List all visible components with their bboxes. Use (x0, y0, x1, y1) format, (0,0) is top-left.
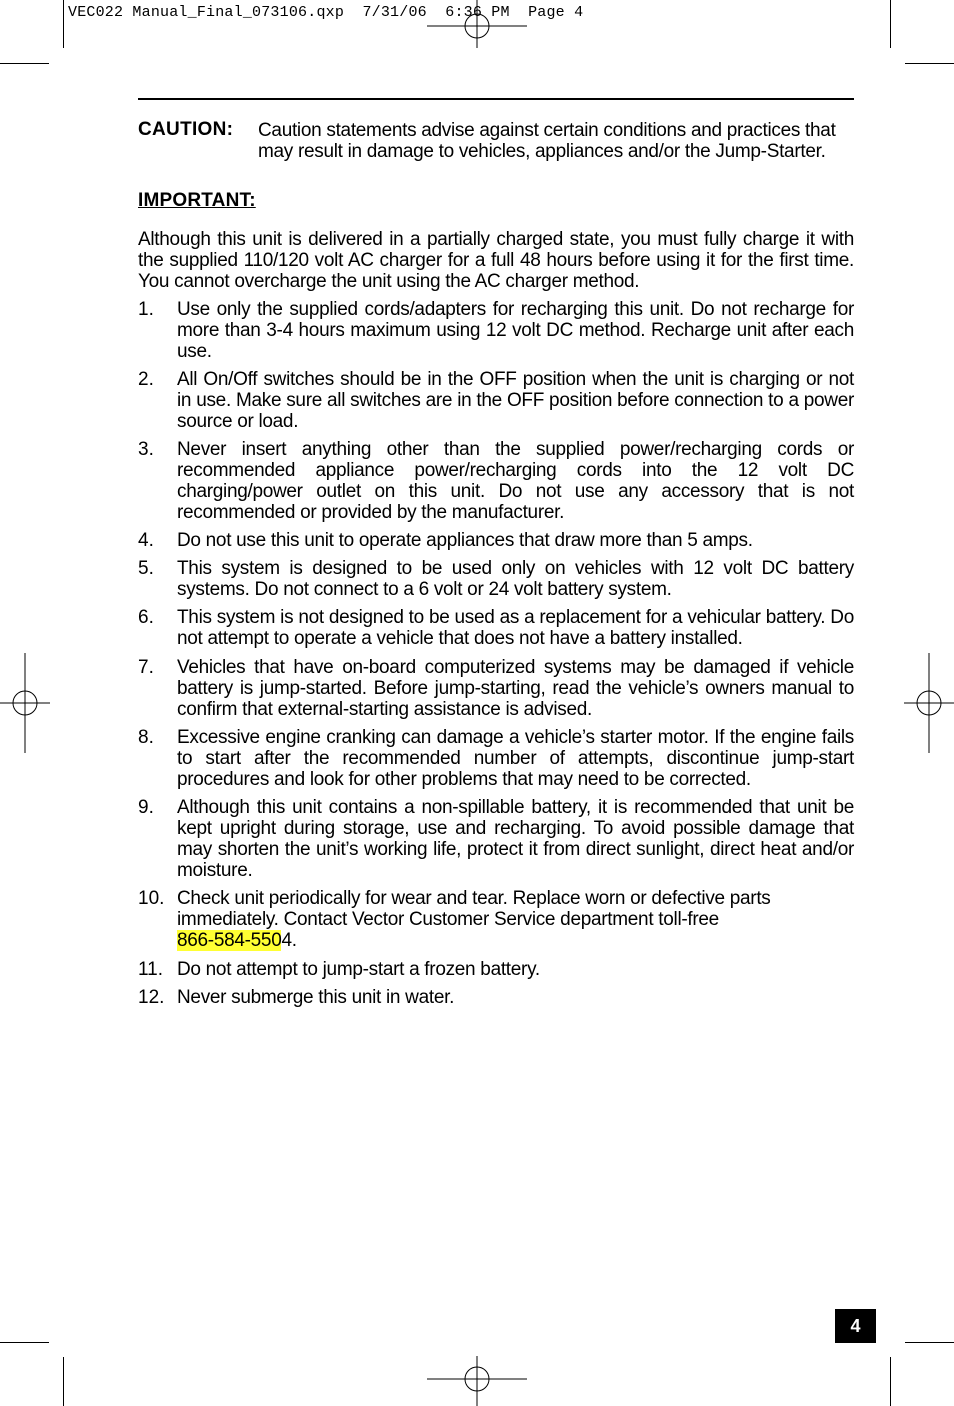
item-number: 1. (138, 299, 154, 320)
item-number: 6. (138, 607, 154, 628)
item-text: Vehicles that have on-board computerized systems may be damaged if vehicle battery is jump-started. Before jump-starting, read the vehicle’s owners manual to confirm that external-starting assistance is advised. (177, 657, 854, 720)
page-number-badge: 4 (835, 1309, 876, 1343)
header-rule (138, 98, 854, 100)
crop-mark-bottom-right-vertical (890, 1357, 891, 1406)
item-number: 4. (138, 530, 154, 551)
item-number: 3. (138, 439, 154, 460)
phone-number-highlight: 866-584-550 (177, 930, 282, 951)
item-text: Do not attempt to jump-start a frozen battery. (177, 959, 540, 980)
registration-mark-right-icon (904, 653, 954, 753)
item-text: Use only the supplied cords/adapters for recharging this unit. Do not recharge for more than 3-4 hours maximum using 12 volt DC method. Recharge unit after each use. (177, 299, 854, 362)
registration-mark-top-icon (427, 0, 527, 50)
item-number: 7. (138, 657, 154, 678)
item-text (177, 888, 854, 951)
crop-mark-top-left-horizontal (0, 63, 49, 64)
crop-mark-bottom-left-vertical (63, 1357, 64, 1406)
crop-mark-top-right-vertical (890, 0, 891, 48)
item-number: 2. (138, 369, 154, 390)
item-text: Never insert anything other than the supplied power/recharging cords or recommended appliance power/recharging cords into the 12 volt DC charging/power outlet on this unit. Do not use any accessory that is not recommended or provided by the manufacturer. (177, 439, 854, 523)
item-text: Do not use this unit to operate appliances that draw more than 5 amps. (177, 530, 753, 551)
item-text: All On/Off switches should be in the OFF position when the unit is charging or not in use. Make sure all switches are in the OFF position before connection to a power source or load. (177, 369, 854, 432)
item-text: Excessive engine cranking can damage a vehicle’s starter motor. If the engine fails to start after the recommended number of attempts, discontinue jump-start procedures and look for other problems that may need to be corrected. (177, 727, 854, 790)
item-number: 8. (138, 727, 154, 748)
important-intro: Although this unit is delivered in a partially charged state, you must fully charge it with the supplied 110/120 volt AC charger for a full 48 hours before using it for the first time. You cannot overcharge the unit using the AC charger method. (138, 229, 854, 292)
item-text: This system is not designed to be used as a replacement for a vehicular battery. Do not attempt to operate a vehicle that does not have a battery installed. (177, 607, 854, 649)
item-text-line: immediately. Contact Vector Customer Service department toll-free (177, 909, 719, 930)
item-text: Never submerge this unit in water. (177, 987, 455, 1008)
item-text: Although this unit contains a non-spillable battery, it is recommended that unit be kept upright during storage, use and recharging. To avoid possible damage that may shorten the unit’s working life, protect it from direct sunlight, direct heat and/or moisture. (177, 797, 854, 881)
crop-mark-bottom-left-horizontal (0, 1342, 49, 1343)
print-slug: VEC022 Manual_Final_073106.qxp 7/31/06 6:36 PM Page 4 (68, 4, 584, 21)
caution-text: Caution statements advise against certain conditions and practices that may result in damage to vehicles, appliances and/or the Jump-Starter. (258, 120, 836, 162)
item-number: 10. (138, 888, 165, 909)
crop-mark-bottom-right-horizontal (905, 1342, 954, 1343)
registration-mark-bottom-icon (427, 1356, 527, 1406)
crop-mark-top-left-vertical (63, 0, 64, 48)
caution-label: CAUTION: (138, 119, 234, 140)
registration-mark-left-icon (0, 653, 50, 753)
item-number: 5. (138, 558, 154, 579)
phone-number-tail: 4. (281, 930, 297, 951)
item-number: 12. (138, 987, 165, 1008)
item-number: 9. (138, 797, 154, 818)
item-text-line: Check unit periodically for wear and tear. Replace worn or defective parts (177, 888, 771, 909)
important-heading: IMPORTANT: (138, 190, 256, 211)
item-number: 11. (138, 959, 164, 980)
crop-mark-top-right-horizontal (905, 63, 954, 64)
item-text: This system is designed to be used only on vehicles with 12 volt DC battery systems. Do not connect to a 6 volt or 24 volt battery system. (177, 558, 854, 600)
